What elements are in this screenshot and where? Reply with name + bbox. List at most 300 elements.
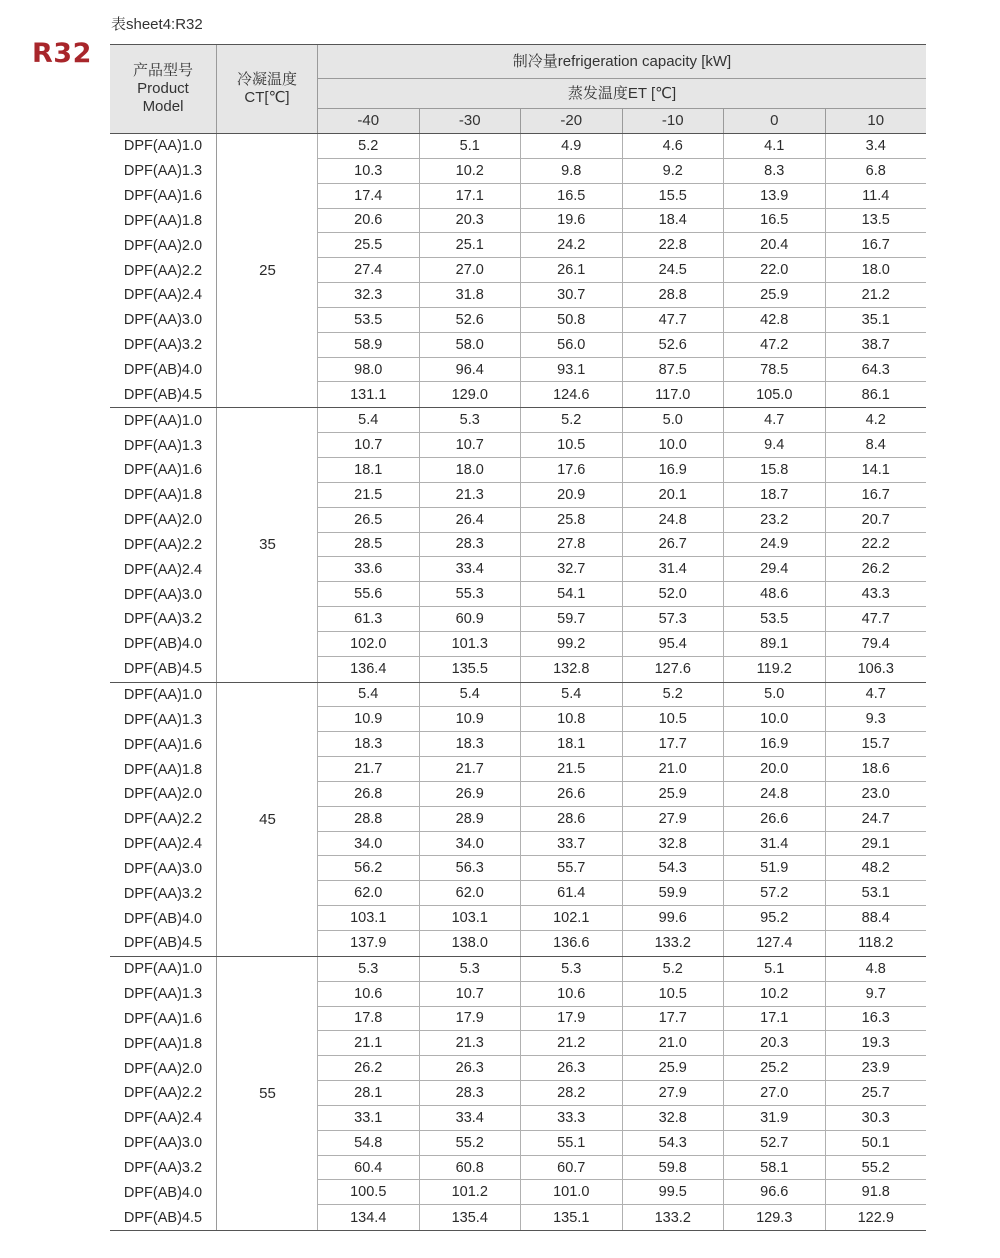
capacity-cell: 18.3 <box>317 732 419 757</box>
capacity-cell: 27.0 <box>419 258 521 283</box>
capacity-cell: 13.5 <box>825 209 927 234</box>
capacity-cell: 26.4 <box>419 508 521 533</box>
capacity-cell: 5.4 <box>520 683 622 708</box>
model-cell: DPF(AA)1.3 <box>123 986 203 1003</box>
model-cell: DPF(AA)1.6 <box>123 1010 203 1027</box>
capacity-cell: 28.3 <box>419 1081 521 1106</box>
capacity-cell: 102.1 <box>520 906 622 931</box>
capacity-cell: 4.6 <box>622 134 724 159</box>
model-cell: DPF(AA)2.0 <box>123 1060 203 1077</box>
capacity-cell: 55.7 <box>520 856 622 881</box>
capacity-cell: 96.4 <box>419 358 521 383</box>
capacity-cell: 61.4 <box>520 881 622 906</box>
table-body <box>110 133 926 1231</box>
ct-group <box>110 682 926 956</box>
capacity-cell: 50.8 <box>520 308 622 333</box>
capacity-cell: 26.2 <box>317 1056 419 1081</box>
capacity-cell: 23.2 <box>723 508 825 533</box>
capacity-cell: 133.2 <box>622 1205 724 1230</box>
capacity-cell: 9.2 <box>622 159 724 184</box>
capacity-cell: 28.6 <box>520 807 622 832</box>
capacity-cell: 105.0 <box>723 382 825 407</box>
capacity-cell: 60.4 <box>317 1156 419 1181</box>
capacity-cell: 27.9 <box>622 807 724 832</box>
capacity-cell: 99.2 <box>520 632 622 657</box>
capacity-cell: 22.8 <box>622 233 724 258</box>
model-cell: DPF(AA)2.4 <box>123 836 203 853</box>
capacity-cell: 21.0 <box>622 1031 724 1056</box>
capacity-cell: 54.3 <box>622 856 724 881</box>
capacity-cell: 19.6 <box>520 209 622 234</box>
capacity-cell: 30.7 <box>520 283 622 308</box>
capacity-cell: 47.7 <box>622 308 724 333</box>
model-cell: DPF(AA)1.3 <box>123 437 203 454</box>
capacity-cell: 93.1 <box>520 358 622 383</box>
capacity-cell: 48.2 <box>825 856 927 881</box>
table-caption: 表sheet4:R32 <box>111 16 203 33</box>
capacity-cell: 5.4 <box>317 408 419 433</box>
capacity-cell: 18.3 <box>419 732 521 757</box>
capacity-cell: 86.1 <box>825 382 927 407</box>
capacity-cell: 27.0 <box>723 1081 825 1106</box>
capacity-cell: 106.3 <box>825 657 927 682</box>
ct-header-cn: 冷凝温度 <box>236 71 297 88</box>
model-cell: DPF(AA)2.2 <box>123 536 203 553</box>
capacity-cell: 58.9 <box>317 333 419 358</box>
model-cell: DPF(AA)2.0 <box>123 786 203 803</box>
capacity-cell: 99.5 <box>622 1180 724 1205</box>
capacity-cell: 4.9 <box>520 134 622 159</box>
capacity-cell: 136.6 <box>520 931 622 956</box>
capacity-cell: 5.3 <box>317 957 419 982</box>
capacity-cell: 87.5 <box>622 358 724 383</box>
model-cell: DPF(AB)4.5 <box>123 661 203 678</box>
et-value-header: 0 <box>723 109 825 133</box>
et-value-header: 10 <box>825 109 927 133</box>
capacity-cell: 118.2 <box>825 931 927 956</box>
capacity-cell: 22.2 <box>825 533 927 558</box>
capacity-cell: 5.1 <box>723 957 825 982</box>
refrigerant-badge: R32 <box>32 38 92 69</box>
capacity-cell: 33.6 <box>317 557 419 582</box>
capacity-cell: 31.4 <box>723 832 825 857</box>
capacity-cell: 102.0 <box>317 632 419 657</box>
capacity-cell: 26.1 <box>520 258 622 283</box>
capacity-cell: 55.1 <box>520 1131 622 1156</box>
capacity-cell: 17.9 <box>419 1007 521 1032</box>
capacity-cell: 53.5 <box>317 308 419 333</box>
capacity-cell: 133.2 <box>622 931 724 956</box>
capacity-cell: 17.7 <box>622 1007 724 1032</box>
capacity-cell: 18.1 <box>520 732 622 757</box>
ct-group <box>110 407 926 681</box>
capacity-cell: 34.0 <box>419 832 521 857</box>
capacity-cell: 122.9 <box>825 1205 927 1230</box>
model-cell: DPF(AA)2.2 <box>123 1085 203 1102</box>
capacity-cell: 16.7 <box>825 483 927 508</box>
capacity-cell: 26.2 <box>825 557 927 582</box>
capacity-cell: 103.1 <box>317 906 419 931</box>
capacity-cell: 17.1 <box>419 184 521 209</box>
capacity-cell: 38.7 <box>825 333 927 358</box>
capacity-cell: 60.9 <box>419 607 521 632</box>
capacity-cell: 33.4 <box>419 1106 521 1131</box>
capacity-cell: 5.1 <box>419 134 521 159</box>
capacity-cell: 32.3 <box>317 283 419 308</box>
model-header <box>110 45 216 133</box>
model-cell: DPF(AA)2.4 <box>123 287 203 304</box>
model-cell: DPF(AA)2.0 <box>123 512 203 529</box>
capacity-cell: 10.6 <box>317 982 419 1007</box>
et-value-header: -30 <box>419 109 521 133</box>
capacity-cell: 62.0 <box>317 881 419 906</box>
model-cell: DPF(AA)1.0 <box>123 412 203 429</box>
capacity-cell: 27.4 <box>317 258 419 283</box>
capacity-cell: 91.8 <box>825 1180 927 1205</box>
capacity-cell: 17.7 <box>622 732 724 757</box>
capacity-cell: 53.5 <box>723 607 825 632</box>
capacity-cell: 132.8 <box>520 657 622 682</box>
capacity-cell: 10.7 <box>419 433 521 458</box>
capacity-cell: 56.2 <box>317 856 419 881</box>
capacity-cell: 59.9 <box>622 881 724 906</box>
capacity-cell: 16.9 <box>723 732 825 757</box>
capacity-cell: 9.3 <box>825 707 927 732</box>
capacity-cell: 24.5 <box>622 258 724 283</box>
capacity-cell: 135.5 <box>419 657 521 682</box>
capacity-cell: 10.8 <box>520 707 622 732</box>
model-cell: DPF(AA)3.0 <box>123 586 203 603</box>
capacity-cell: 11.4 <box>825 184 927 209</box>
capacity-cell: 134.4 <box>317 1205 419 1230</box>
capacity-cell: 28.3 <box>419 533 521 558</box>
capacity-cell: 8.3 <box>723 159 825 184</box>
capacity-cell: 4.7 <box>723 408 825 433</box>
capacity-cell: 15.8 <box>723 458 825 483</box>
capacity-cell: 26.6 <box>520 782 622 807</box>
capacity-cell: 101.0 <box>520 1180 622 1205</box>
model-cell: DPF(AA)3.2 <box>123 885 203 902</box>
capacity-cell: 99.6 <box>622 906 724 931</box>
et-value-header: -20 <box>520 109 622 133</box>
model-header-cn: 产品型号 <box>132 62 193 79</box>
capacity-cell: 22.0 <box>723 258 825 283</box>
capacity-cell: 26.9 <box>419 782 521 807</box>
capacity-cell: 101.3 <box>419 632 521 657</box>
capacity-cell: 135.4 <box>419 1205 521 1230</box>
capacity-cell: 48.6 <box>723 582 825 607</box>
capacity-cell: 17.1 <box>723 1007 825 1032</box>
capacity-cell: 25.9 <box>622 1056 724 1081</box>
capacity-cell: 79.4 <box>825 632 927 657</box>
model-header-en1: Product <box>137 80 189 97</box>
model-cell: DPF(AA)2.2 <box>123 262 203 279</box>
capacity-cell: 60.8 <box>419 1156 521 1181</box>
capacity-cell: 34.0 <box>317 832 419 857</box>
ct-group <box>110 133 926 407</box>
ct-value: 55 <box>216 957 318 1230</box>
model-cell: DPF(AA)1.3 <box>123 711 203 728</box>
capacity-cell: 4.8 <box>825 957 927 982</box>
capacity-cell: 100.5 <box>317 1180 419 1205</box>
model-cell: DPF(AA)2.4 <box>123 1110 203 1127</box>
capacity-cell: 17.4 <box>317 184 419 209</box>
capacity-cell: 129.0 <box>419 382 521 407</box>
model-cell: DPF(AA)1.6 <box>123 736 203 753</box>
capacity-cell: 28.8 <box>622 283 724 308</box>
capacity-cell: 103.1 <box>419 906 521 931</box>
capacity-cell: 54.3 <box>622 1131 724 1156</box>
model-header-en2: Model <box>142 98 184 115</box>
capacity-cell: 14.1 <box>825 458 927 483</box>
capacity-cell: 136.4 <box>317 657 419 682</box>
capacity-cell: 25.9 <box>723 283 825 308</box>
capacity-cell: 55.3 <box>419 582 521 607</box>
capacity-cell: 25.2 <box>723 1056 825 1081</box>
model-cell: DPF(AA)1.0 <box>123 138 203 155</box>
capacity-cell: 26.5 <box>317 508 419 533</box>
capacity-cell: 5.2 <box>317 134 419 159</box>
capacity-cell: 88.4 <box>825 906 927 931</box>
capacity-cell: 5.4 <box>419 683 521 708</box>
capacity-cell: 4.2 <box>825 408 927 433</box>
capacity-cell: 24.7 <box>825 807 927 832</box>
capacity-cell: 5.2 <box>622 683 724 708</box>
capacity-cell: 56.3 <box>419 856 521 881</box>
capacity-cell: 43.3 <box>825 582 927 607</box>
capacity-cell: 16.7 <box>825 233 927 258</box>
capacity-cell: 27.8 <box>520 533 622 558</box>
capacity-cell: 18.4 <box>622 209 724 234</box>
model-cell: DPF(AA)1.0 <box>123 961 203 978</box>
capacity-cell: 25.7 <box>825 1081 927 1106</box>
model-cell: DPF(AB)4.5 <box>123 386 203 403</box>
capacity-cell: 127.4 <box>723 931 825 956</box>
capacity-cell: 33.4 <box>419 557 521 582</box>
capacity-cell: 98.0 <box>317 358 419 383</box>
model-cell: DPF(AB)4.5 <box>123 935 203 952</box>
capacity-cell: 10.7 <box>419 982 521 1007</box>
capacity-cell: 61.3 <box>317 607 419 632</box>
capacity-cell: 124.6 <box>520 382 622 407</box>
capacity-cell: 18.1 <box>317 458 419 483</box>
capacity-cell: 15.7 <box>825 732 927 757</box>
capacity-cell: 16.5 <box>520 184 622 209</box>
capacity-cell: 23.0 <box>825 782 927 807</box>
capacity-cell: 9.4 <box>723 433 825 458</box>
capacity-cell: 59.8 <box>622 1156 724 1181</box>
capacity-cell: 21.0 <box>622 757 724 782</box>
model-cell: DPF(AB)4.0 <box>123 636 203 653</box>
capacity-cell: 21.3 <box>419 1031 521 1056</box>
capacity-cell: 17.8 <box>317 1007 419 1032</box>
capacity-cell: 18.7 <box>723 483 825 508</box>
capacity-cell: 58.0 <box>419 333 521 358</box>
capacity-cell: 53.1 <box>825 881 927 906</box>
capacity-cell: 101.2 <box>419 1180 521 1205</box>
capacity-cell: 21.7 <box>317 757 419 782</box>
ct-header-en: CT[℃] <box>244 89 290 106</box>
capacity-cell: 3.4 <box>825 134 927 159</box>
capacity-cell: 26.3 <box>419 1056 521 1081</box>
capacity-cell: 15.5 <box>622 184 724 209</box>
model-cell: DPF(AB)4.0 <box>123 1184 203 1201</box>
ct-value: 35 <box>216 408 318 681</box>
capacity-cell: 6.8 <box>825 159 927 184</box>
capacity-cell: 28.2 <box>520 1081 622 1106</box>
capacity-cell: 21.5 <box>520 757 622 782</box>
capacity-cell: 95.2 <box>723 906 825 931</box>
capacity-cell: 30.3 <box>825 1106 927 1131</box>
capacity-cell: 129.3 <box>723 1205 825 1230</box>
capacity-cell: 19.3 <box>825 1031 927 1056</box>
capacity-cell: 28.8 <box>317 807 419 832</box>
capacity-cell: 28.9 <box>419 807 521 832</box>
model-cell: DPF(AB)4.0 <box>123 910 203 927</box>
capacity-cell: 51.9 <box>723 856 825 881</box>
capacity-cell: 16.5 <box>723 209 825 234</box>
ct-value: 45 <box>216 683 318 956</box>
capacity-cell: 26.7 <box>622 533 724 558</box>
model-cell: DPF(AA)1.6 <box>123 188 203 205</box>
capacity-cell: 32.8 <box>622 1106 724 1131</box>
capacity-cell: 16.9 <box>622 458 724 483</box>
capacity-cell: 10.2 <box>723 982 825 1007</box>
capacity-cell: 21.7 <box>419 757 521 782</box>
capacity-cell: 16.3 <box>825 1007 927 1032</box>
capacity-cell: 5.0 <box>622 408 724 433</box>
capacity-cell: 25.9 <box>622 782 724 807</box>
capacity-cell: 58.1 <box>723 1156 825 1181</box>
capacity-cell: 131.1 <box>317 382 419 407</box>
capacity-cell: 31.8 <box>419 283 521 308</box>
capacity-cell: 25.1 <box>419 233 521 258</box>
capacity-cell: 24.8 <box>723 782 825 807</box>
capacity-table <box>110 44 926 1231</box>
capacity-cell: 64.3 <box>825 358 927 383</box>
capacity-cell: 8.4 <box>825 433 927 458</box>
capacity-cell: 10.0 <box>723 707 825 732</box>
capacity-cell: 33.3 <box>520 1106 622 1131</box>
capacity-cell: 127.6 <box>622 657 724 682</box>
ct-header <box>217 45 317 133</box>
capacity-cell: 5.2 <box>520 408 622 433</box>
capacity-cell: 60.7 <box>520 1156 622 1181</box>
capacity-cell: 5.0 <box>723 683 825 708</box>
capacity-cell: 47.2 <box>723 333 825 358</box>
capacity-cell: 57.2 <box>723 881 825 906</box>
model-cell: DPF(AA)3.0 <box>123 1135 203 1152</box>
capacity-cell: 10.7 <box>317 433 419 458</box>
capacity-cell: 21.1 <box>317 1031 419 1056</box>
capacity-cell: 52.0 <box>622 582 724 607</box>
capacity-cell: 55.2 <box>419 1131 521 1156</box>
capacity-cell: 4.7 <box>825 683 927 708</box>
capacity-cell: 28.1 <box>317 1081 419 1106</box>
capacity-cell: 5.3 <box>520 957 622 982</box>
model-cell: DPF(AA)2.4 <box>123 561 203 578</box>
capacity-cell: 20.3 <box>723 1031 825 1056</box>
capacity-cell: 21.2 <box>520 1031 622 1056</box>
capacity-cell: 17.6 <box>520 458 622 483</box>
capacity-cell: 95.4 <box>622 632 724 657</box>
ct-value: 25 <box>216 134 318 407</box>
capacity-cell: 20.9 <box>520 483 622 508</box>
model-cell: DPF(AB)4.0 <box>123 362 203 379</box>
capacity-cell: 47.7 <box>825 607 927 632</box>
capacity-cell: 54.1 <box>520 582 622 607</box>
capacity-cell: 10.9 <box>419 707 521 732</box>
capacity-cell: 24.8 <box>622 508 724 533</box>
capacity-cell: 18.6 <box>825 757 927 782</box>
capacity-cell: 21.5 <box>317 483 419 508</box>
capacity-cell: 27.9 <box>622 1081 724 1106</box>
capacity-cell: 26.6 <box>723 807 825 832</box>
capacity-cell: 52.7 <box>723 1131 825 1156</box>
capacity-cell: 56.0 <box>520 333 622 358</box>
capacity-cell: 89.1 <box>723 632 825 657</box>
capacity-cell: 10.5 <box>520 433 622 458</box>
model-cell: DPF(AA)1.8 <box>123 761 203 778</box>
capacity-cell: 62.0 <box>419 881 521 906</box>
capacity-cell: 32.7 <box>520 557 622 582</box>
model-cell: DPF(AA)1.3 <box>123 163 203 180</box>
capacity-cell: 54.8 <box>317 1131 419 1156</box>
capacity-cell: 10.5 <box>622 982 724 1007</box>
et-value-header: -40 <box>317 109 419 133</box>
model-cell: DPF(AA)3.2 <box>123 337 203 354</box>
capacity-header: 制冷量refrigeration capacity [kW] <box>512 52 732 70</box>
capacity-cell: 35.1 <box>825 308 927 333</box>
model-cell: DPF(AA)3.0 <box>123 860 203 877</box>
capacity-cell: 26.3 <box>520 1056 622 1081</box>
ct-group <box>110 956 926 1231</box>
capacity-cell: 18.0 <box>419 458 521 483</box>
capacity-cell: 135.1 <box>520 1205 622 1230</box>
model-cell: DPF(AA)2.0 <box>123 237 203 254</box>
model-cell: DPF(AA)3.2 <box>123 611 203 628</box>
capacity-cell: 21.2 <box>825 283 927 308</box>
capacity-cell: 10.3 <box>317 159 419 184</box>
capacity-cell: 31.9 <box>723 1106 825 1131</box>
model-cell: DPF(AA)3.2 <box>123 1160 203 1177</box>
capacity-cell: 5.3 <box>419 957 521 982</box>
capacity-cell: 20.4 <box>723 233 825 258</box>
table-header <box>110 44 926 133</box>
capacity-cell: 137.9 <box>317 931 419 956</box>
capacity-cell: 5.4 <box>317 683 419 708</box>
capacity-cell: 59.7 <box>520 607 622 632</box>
et-value-header: -10 <box>622 109 724 133</box>
capacity-cell: 32.8 <box>622 832 724 857</box>
capacity-cell: 20.6 <box>317 209 419 234</box>
model-cell: DPF(AB)4.5 <box>123 1209 203 1226</box>
capacity-cell: 28.5 <box>317 533 419 558</box>
capacity-cell: 10.2 <box>419 159 521 184</box>
capacity-cell: 9.8 <box>520 159 622 184</box>
capacity-cell: 25.8 <box>520 508 622 533</box>
capacity-cell: 18.0 <box>825 258 927 283</box>
capacity-cell: 20.7 <box>825 508 927 533</box>
capacity-cell: 10.0 <box>622 433 724 458</box>
capacity-cell: 55.6 <box>317 582 419 607</box>
capacity-cell: 25.5 <box>317 233 419 258</box>
capacity-cell: 9.7 <box>825 982 927 1007</box>
capacity-cell: 33.1 <box>317 1106 419 1131</box>
capacity-cell: 21.3 <box>419 483 521 508</box>
capacity-cell: 10.9 <box>317 707 419 732</box>
capacity-cell: 52.6 <box>622 333 724 358</box>
